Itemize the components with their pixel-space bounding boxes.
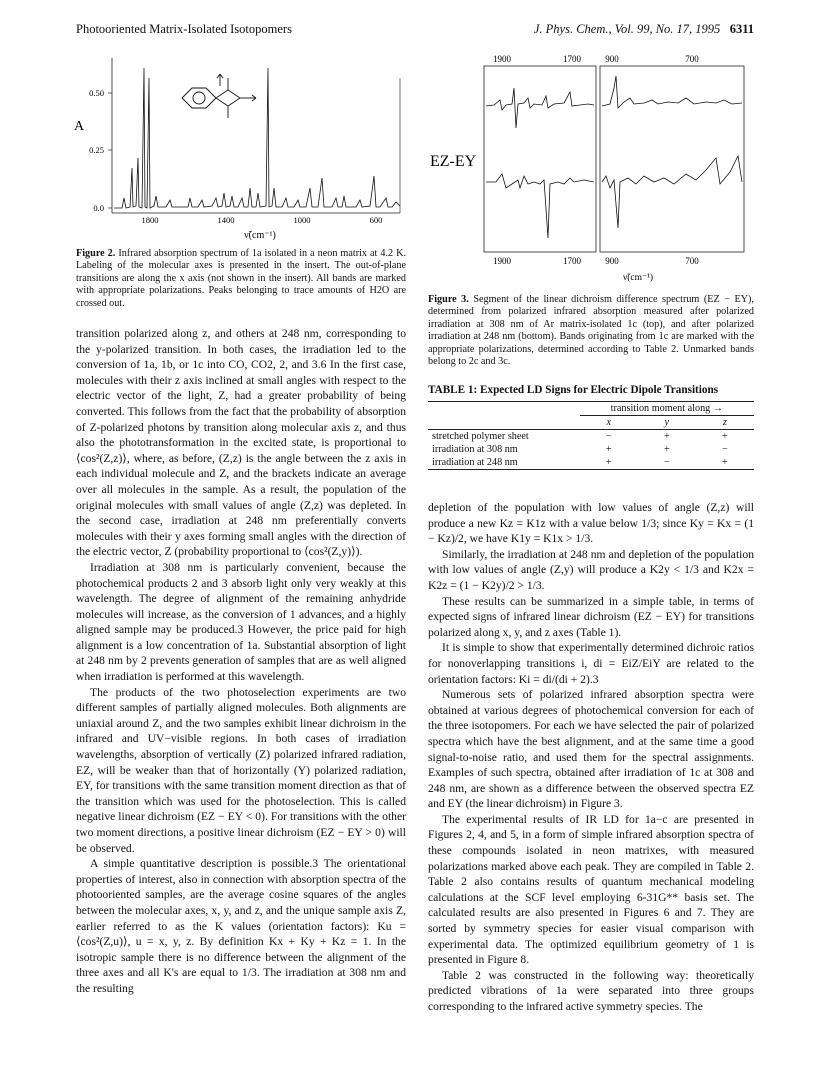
table-column-header: x xyxy=(606,417,611,428)
table-row xyxy=(428,456,754,470)
table-cell: + xyxy=(605,444,612,455)
figure-3-caption-label: Figure 3. xyxy=(428,294,469,305)
page-number: 6311 xyxy=(729,22,754,36)
trace-308nm-right xyxy=(602,76,742,108)
top-tick-label: 900 xyxy=(605,54,619,64)
table-cell: − xyxy=(663,457,670,468)
x-tick-label: 1400 xyxy=(217,215,235,225)
molecule-insert xyxy=(182,74,256,118)
figure-3 xyxy=(424,48,754,288)
paragraph: The experimental results of IR LD for 1a−c are presented in Figures 2, 4, and 5, in a form of simple infrared absorption spectra of these compounds isolated in neon matrixes, with measured polarizations marked above each peak. They are compiled in Table 2. Table 2 also contains results of quantum mechanical modeling calculations at the SCF level employing 6-31G** basis set. The calculated results are also presented in Figures 6 and 7. They are sorted by symmetry species for easier visual comparison with experimental data. The optimized equilibrium geometry of 1 is presented in Figure 8. xyxy=(428,812,754,967)
bottom-tick-label: 1900 xyxy=(493,256,511,266)
y-tick-label: 0.0 xyxy=(93,203,104,213)
x-tick-label: 600 xyxy=(369,215,383,225)
paragraph: These results can be summarized in a simple table, in terms of expected signs of infrared linear dichroism (EZ − EY) for transitions polarized along x, y, and z axes (Table 1). xyxy=(428,594,754,639)
figure-2 xyxy=(70,48,406,244)
table-row xyxy=(428,430,754,444)
right-column xyxy=(428,500,754,1015)
panel-label: A xyxy=(74,119,85,134)
figure-3-caption-text: Segment of the linear dichroism difference spectrum (EZ − EY), determined from polarized infrared absorption measured after polarized irradiation at 308 nm of Ar matrix-isolated 1c (top), and after polarized irradiation at 248 nm (bottom). Bands originating from 1c are marked with the appropriate polarizations, determined according to Table 2. Unmarked bands belong to 2c and 3c. xyxy=(428,294,754,368)
figure-3-caption xyxy=(428,294,754,368)
paragraph: transition polarized along z, and others at 248 nm, corresponding to the y-polarized transition. In both cases, the irradiation led to the conversion of 1a, 1b, or 1c into CO, CO2, 2, and 3.6 In the first case, molecules with their z axis inclined at small angles with respect to the electric vector of the light, Z, had a greater probability of being converted. This follows from the fact that the probability of absorption of Z-polarized photons by transition along molecular axis z, and thus also the phototransformation in the excited state, is proportional to ⟨cos²(Z,z)⟩, where, as before, (Z,z) is the angle between the z axis in each individual molecule and Z, and the brackets indicate an average over all molecules in the sample. As a result, the population of the original molecules with small values of angle (Z,z) was depleted. In the second case, irradiation at 248 nm preferentially converts molecules with their y axes forming small angles with the direction of the electric vector, Z (probability proportional to ⟨cos²(Z,y)⟩). xyxy=(76,327,406,559)
paragraph: Similarly, the irradiation at 248 nm and depletion of the population with low values of angle (Z,y) will produce a K2y < 1/3 and K2x = K2z = (1 − K2y)/2 > 1/3. xyxy=(428,547,754,592)
paragraph: Numerous sets of polarized infrared absorption spectra were obtained at various degrees of photochemical conversion for each of the three isotopomers. For each we have selected the pair of polarized spectra which have the best alignment, and at the same time a good signal-to-noise ratio, and used them for the spectral assignments. Examples of such spectra, obtained after irradiation of 1c at 308 and 248 nm, are shown as a difference between the observed spectra EZ and EY (the linear dichroism) in Figure 3. xyxy=(428,688,754,811)
table-row xyxy=(428,443,754,456)
table-cell: + xyxy=(722,431,728,442)
top-tick-label: 1700 xyxy=(563,54,581,64)
table-cell: + xyxy=(722,457,728,468)
table-cell: + xyxy=(663,431,670,442)
figure-2-caption-text: Infrared absorption spectrum of 1a isolated in a neon matrix at 4.2 K. Labeling of the molecular axes is presented in the insert. The out-of-plane transitions are along the x axis (not shown in the insert). All bands are marked with appropriate polarizations. Peaks belonging to trace amounts of H2O are crossed out. xyxy=(76,248,406,309)
figure-2-spectrum xyxy=(70,48,406,244)
figure-3-spectrum xyxy=(424,48,754,288)
y-tick-label: 0.50 xyxy=(89,88,104,98)
top-tick-label: 1900 xyxy=(493,54,511,64)
figure-2-caption xyxy=(76,248,406,310)
bottom-tick-label: 1700 xyxy=(563,256,581,266)
table-cell: − xyxy=(605,431,612,442)
paragraph: Irradiation at 308 nm is particularly convenient, because the photochemical products 2 and 3 absorb light only very weakly at this wavelength. The degree of alignment of the remaining anhydride molecules will increase, as the conversion of 1 advances, and a highly aligned sample may be produced.3 However, the price paid for high alignment is a low concentration of 1a. Substantial absorption of light at 248 nm by 2 prevents generation of samples that are as well aligned when irradiation is performed at this wavelength. xyxy=(76,560,406,684)
x-tick-label: 1000 xyxy=(293,215,311,225)
table-1 xyxy=(428,384,754,470)
table-group-header: transition moment along → xyxy=(580,402,754,416)
left-column xyxy=(76,326,406,997)
table-1-title: TABLE 1: Expected LD Signs for Electric Dipole Transitions xyxy=(428,384,719,396)
x-axis-label: ν̃(cm⁻¹) xyxy=(244,230,276,241)
figure-3-x-axis-label: ν̃(cm⁻¹) xyxy=(622,273,654,283)
table-row-label: irradiation at 308 nm xyxy=(432,444,518,455)
x-tick-label: 1800 xyxy=(141,215,159,225)
running-head-left: Photooriented Matrix-Isolated Isotopomers xyxy=(76,22,292,36)
paragraph: Table 2 was constructed in the following way: theoretically predicted vibrations of 1a were separated into three groups corresponding to the infrared active symmetry species. The xyxy=(428,968,754,1013)
bottom-tick-label: 900 xyxy=(605,256,619,266)
table-cell: + xyxy=(663,444,670,455)
table-row-label: irradiation at 248 nm xyxy=(432,457,518,468)
paragraph: A simple quantitative description is possible.3 The orientational properties of interest, also in connection with absorption spectra of the photooriented samples, are the average cosine squares of the angles between the molecular axes, x, y, and z, and the unique sample axis Z, earlier referred to as the K values (orientation factors): Ku = ⟨cos²(Z,u)⟩, u = x, y, z. By definition Kx + Ky + Kz = 1. In the isotropic sample there is no difference between the alignment of the three axes and all K's are equal to 1/3. The irradiation at 308 nm and the resulting xyxy=(76,857,406,995)
table-1-grid xyxy=(428,401,754,470)
trace-248nm-right xyxy=(602,156,742,228)
table-column-header: y xyxy=(664,417,670,428)
journal-citation: J. Phys. Chem., Vol. 99, No. 17, 1995 xyxy=(533,22,721,36)
absorption-trace xyxy=(114,68,400,208)
running-head-right xyxy=(534,22,754,37)
figure-2-caption-label: Figure 2. xyxy=(76,248,116,259)
y-tick-label: 0.25 xyxy=(89,145,104,155)
table-cell: + xyxy=(605,457,612,468)
figure-3-label: EZ-EY xyxy=(430,153,477,170)
top-tick-label: 700 xyxy=(685,54,699,64)
bottom-tick-label: 700 xyxy=(685,256,699,266)
trace-248nm-left xyxy=(486,174,594,238)
table-column-header: z xyxy=(722,417,727,428)
paragraph: It is simple to show that experimentally determined dichroic ratios for nonoverlapping transitions i, di = EiZ/EiY are related to the orientation factors: Ki = di/(di + 2).3 xyxy=(428,641,754,686)
table-cell: − xyxy=(722,444,728,455)
paragraph: The products of the two photoselection experiments are two different samples of partially aligned molecules. Both alignments are uniaxial around Z, and the two samples exhibit linear dichroism in the infrared and UV−visible regions. In both cases of irradiation wavelengths, absorption of vertically (Z) polarized infrared radiation, EZ, will be weaker than that of horizontally (Y) polarized radiation, EY, for transitions with the same transition moment direction as that of the transition which was used for the photoselection. This is called negative linear dichroism (EZ − EY < 0). For transitions with the other two moment directions, a positive linear dichroism (EZ − EY > 0) will be observed. xyxy=(76,685,406,855)
trace-308nm-left xyxy=(486,88,594,128)
paragraph: depletion of the population with low values of angle (Z,z) will produce a new Kz = K1z with a value below 1/3; since Ky = Kx = (1 − Kz)/2, we have K1y = K1x > 1/3. xyxy=(428,501,754,546)
table-row-label: stretched polymer sheet xyxy=(432,431,529,442)
